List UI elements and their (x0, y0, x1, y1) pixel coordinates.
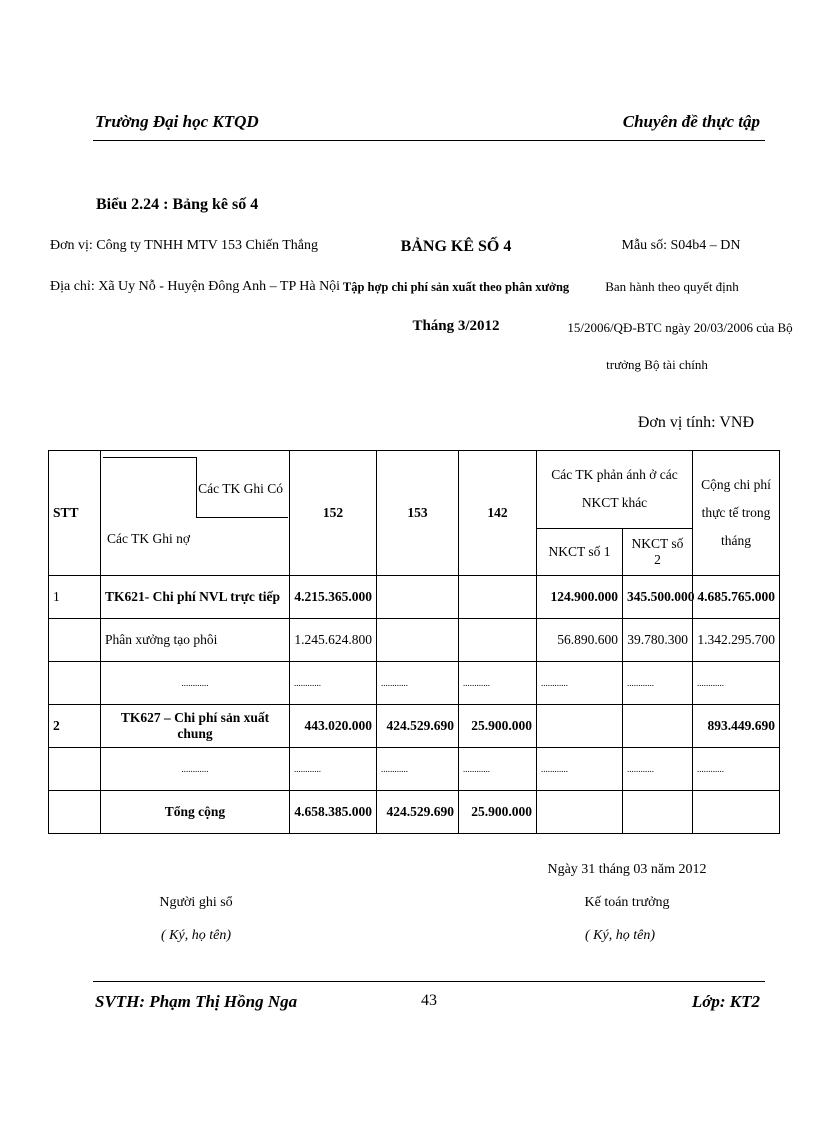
cell-stt: 2 (49, 705, 101, 748)
header-left: Trường Đại học KTQD (95, 112, 259, 131)
header-153: 153 (377, 451, 459, 576)
footer-rule (93, 981, 765, 982)
signature-left-note: ( Ký, họ tên) (161, 928, 231, 943)
cell-152: 4.658.385.000 (290, 791, 377, 834)
diag-line (103, 457, 197, 458)
cell-name: ............ (101, 662, 290, 705)
header-total (693, 451, 780, 576)
footer-class: Lớp: KT2 (691, 992, 760, 1011)
cell-153: 424.529.690 (377, 791, 459, 834)
unit-address: Địa chỉ: Xã Uy Nỗ - Huyện Đông Anh – TP Hà Nội (50, 279, 341, 294)
cell-total: ............ (693, 748, 780, 791)
cell-142 (459, 576, 537, 619)
cell-total: 893.449.690 (693, 705, 780, 748)
diag-line (196, 457, 197, 517)
doc-subtitle: Tập hợp chi phí sản xuất theo phân xưởng (342, 280, 570, 294)
header-right: Chuyên đề thực tập (622, 112, 760, 131)
signature-left-role: Người ghi sổ (159, 895, 233, 910)
cell-nkct1 (537, 705, 623, 748)
form-line3: trưởng Bộ tài chính (606, 357, 708, 372)
caption: Biểu 2.24 : Bảng kê số 4 (96, 196, 259, 213)
cell-142: 25.900.000 (459, 791, 537, 834)
cell-nkct2: 39.780.300 (623, 619, 693, 662)
header-row (49, 451, 780, 529)
header-142: 142 (459, 451, 537, 576)
cell-total (693, 791, 780, 834)
cell-nkct2: ............ (623, 748, 693, 791)
cell-nkct1 (537, 791, 623, 834)
cell-nkct1: ............ (537, 662, 623, 705)
signature-right-note: ( Ký, họ tên) (585, 928, 655, 943)
total-row (49, 791, 780, 834)
cell-name: TK627 – Chi phí sản xuất chung (101, 705, 290, 748)
cell-142 (459, 619, 537, 662)
page-number: 43 (421, 992, 437, 1009)
table-row (49, 619, 780, 662)
cell-nkct1: ............ (537, 748, 623, 791)
cell-nkct2: 345.500.000 (623, 576, 693, 619)
cell-stt (49, 791, 101, 834)
form-line1: Ban hành theo quyết định (605, 279, 739, 294)
signature-date: Ngày 31 tháng 03 năm 2012 (547, 862, 707, 877)
table-row (49, 662, 780, 705)
cell-name: TK621- Chi phí NVL trực tiếp (101, 576, 290, 619)
cell-153: ............ (377, 748, 459, 791)
header-accounts (101, 451, 290, 576)
cell-stt (49, 748, 101, 791)
cell-142: ............ (459, 748, 537, 791)
cell-name: Tổng cộng (101, 791, 290, 834)
cell-nkct1: 124.900.000 (537, 576, 623, 619)
header-nkct2: NKCT số 2 (623, 528, 693, 575)
cell-153 (377, 576, 459, 619)
header-152: 152 (290, 451, 377, 576)
header-other-line2: NKCT khác (581, 495, 648, 511)
doc-title: BẢNG KÊ SỐ 4 (400, 238, 512, 255)
cell-total: ............ (693, 662, 780, 705)
cell-152: ............ (290, 662, 377, 705)
cell-142: ............ (459, 662, 537, 705)
form-line2: 15/2006/QĐ-BTC ngày 20/03/2006 của Bộ (567, 320, 793, 335)
cell-153: 424.529.690 (377, 705, 459, 748)
header-total-line3: tháng (721, 533, 751, 548)
cell-name: Phân xưởng tạo phôi (101, 619, 290, 662)
diag-line (196, 517, 288, 518)
signature-right-role: Kế toán trưởng (584, 895, 670, 910)
cell-total: 1.342.295.700 (693, 619, 780, 662)
header-rule (93, 140, 765, 141)
cell-152: 1.245.624.800 (290, 619, 377, 662)
table-row (49, 576, 780, 619)
cell-stt (49, 662, 101, 705)
footer-author: SVTH: Phạm Thị Hồng Nga (95, 992, 298, 1011)
cell-153: ............ (377, 662, 459, 705)
currency-unit: Đơn vị tính: VNĐ (637, 414, 754, 431)
cell-152: 443.020.000 (290, 705, 377, 748)
header-other-nkct (537, 451, 693, 529)
table-row (49, 748, 780, 791)
cell-nkct2 (623, 791, 693, 834)
header-other-line1: Các TK phản ánh ở các (551, 467, 678, 483)
unit-name: Đơn vị: Công ty TNHH MTV 153 Chiến Thắng (50, 238, 318, 253)
header-credit: Các TK Ghi Có (198, 481, 283, 496)
form-code: Mẫu số: S04b4 – DN (621, 238, 741, 253)
header-nkct1: NKCT số 1 (537, 528, 623, 575)
cell-name: ............ (101, 748, 290, 791)
cell-nkct2: ............ (623, 662, 693, 705)
doc-month: Tháng 3/2012 (412, 318, 500, 334)
header-total-line2: thực tế trong (701, 505, 771, 520)
cell-nkct2 (623, 705, 693, 748)
header-debit: Các TK Ghi nợ (107, 531, 191, 546)
table-row (49, 705, 780, 748)
expense-table (48, 450, 780, 834)
cell-142: 25.900.000 (459, 705, 537, 748)
header-stt: STT (49, 451, 101, 576)
cell-total: 4.685.765.000 (693, 576, 780, 619)
cell-nkct1: 56.890.600 (537, 619, 623, 662)
cell-153 (377, 619, 459, 662)
cell-stt: 1 (49, 576, 101, 619)
cell-152: 4.215.365.000 (290, 576, 377, 619)
cell-stt (49, 619, 101, 662)
header-total-line1: Cộng chi phí (701, 477, 771, 492)
cell-152: ............ (290, 748, 377, 791)
